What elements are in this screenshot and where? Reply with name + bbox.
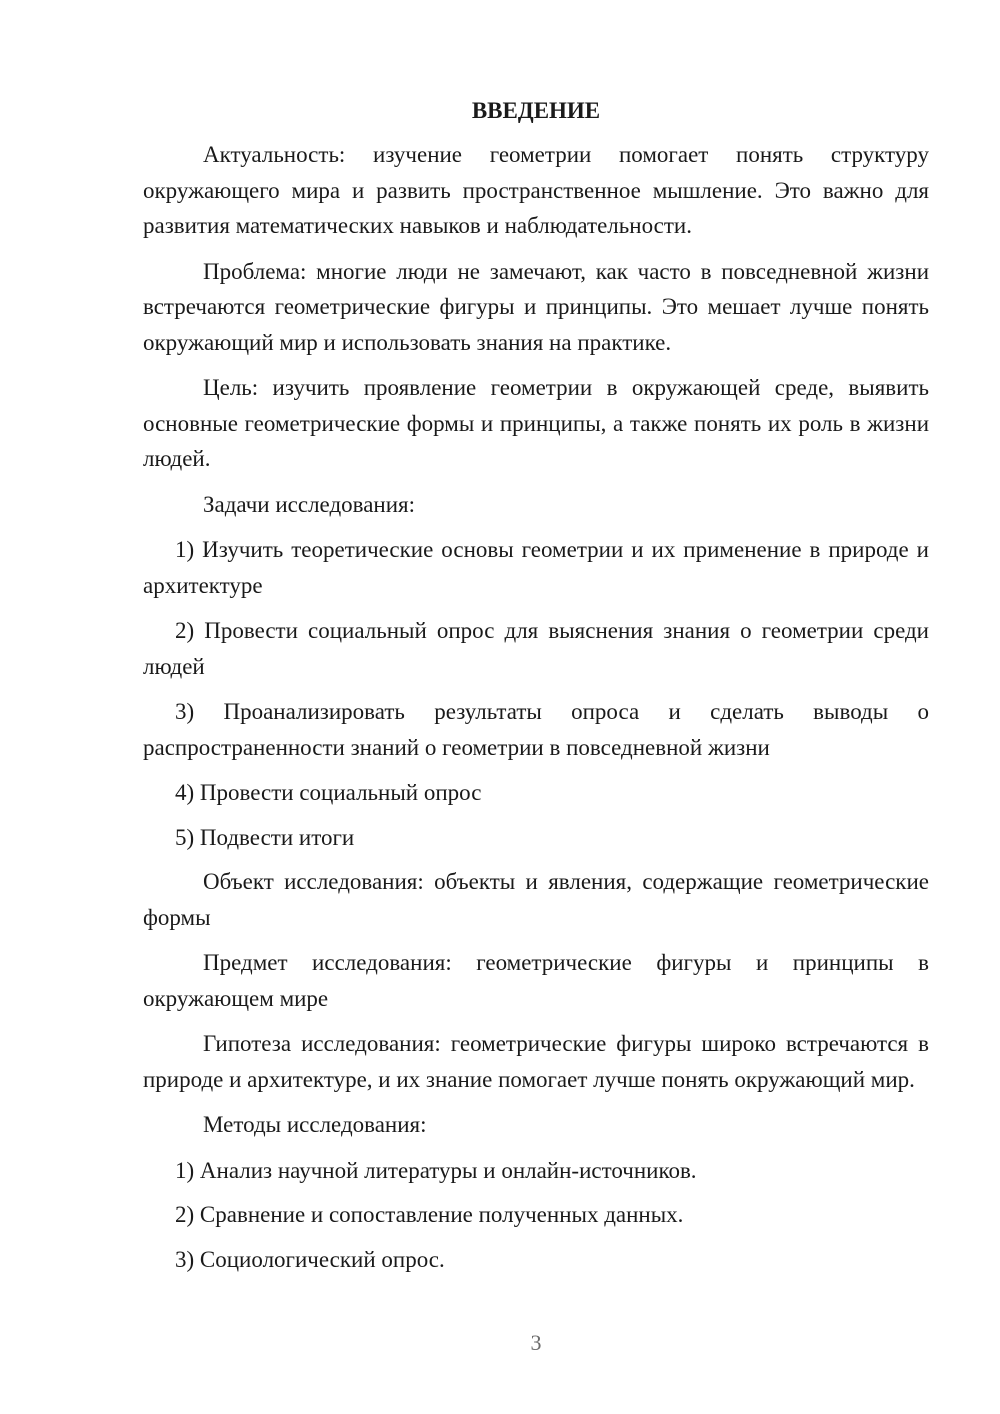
- paragraph-tasks-heading: Задачи исследования:: [203, 491, 416, 517]
- paragraph-relevance: Актуальность: изучение геометрии помогает понять структуру окружающего мира и развить пространственное мышление. Это важно для развития математических навыков и наблюдательности.: [143, 142, 929, 238]
- page-number: 3: [530, 1330, 542, 1355]
- paragraph-subject: Предмет исследования: геометрические фигуры и принципы в окружающем мире: [143, 950, 929, 1011]
- paragraph-hypothesis: Гипотеза исследования: геометрические фигуры широко встречаются в природе и архитектуре, и их знание помогает лучше понять окружающий мир.: [143, 1031, 929, 1092]
- list-item-task-3: 3) Проанализировать результаты опроса и сделать выводы о распространенности знаний о геометрии в повседневной жизни: [143, 699, 929, 760]
- list-item-task-1: 1) Изучить теоретические основы геометрии и их применение в природе и архитектуре: [143, 537, 929, 598]
- paragraph-goal: Цель: изучить проявление геометрии в окружающей среде, выявить основные геометрические формы и принципы, а также понять их роль в жизни людей.: [143, 375, 929, 471]
- list-item-method-3: 3) Социологический опрос.: [175, 1246, 445, 1272]
- paragraph-problem: Проблема: многие люди не замечают, как часто в повседневной жизни встречаются геометрические фигуры и принципы. Это мешает лучше понять окружающий мир и использовать знания на практике.: [143, 258, 929, 355]
- page-title: ВВЕДЕНИЕ: [471, 98, 601, 123]
- list-item-method-2: 2) Сравнение и сопоставление полученных данных.: [175, 1202, 684, 1227]
- list-item-task-4: 4) Провести социальный опрос: [175, 780, 482, 805]
- list-item-method-1: 1) Анализ научной литературы и онлайн-источников.: [175, 1157, 697, 1183]
- page-content: [143, 93, 929, 1286]
- list-item-task-5: 5) Подвести итоги: [175, 824, 355, 850]
- paragraph-methods-heading: Методы исследования:: [203, 1112, 427, 1137]
- paragraph-object: Объект исследования: объекты и явления, содержащие геометрические формы: [143, 869, 929, 930]
- list-item-task-2: 2) Провести социальный опрос для выяснения знания о геометрии среди людей: [143, 618, 929, 679]
